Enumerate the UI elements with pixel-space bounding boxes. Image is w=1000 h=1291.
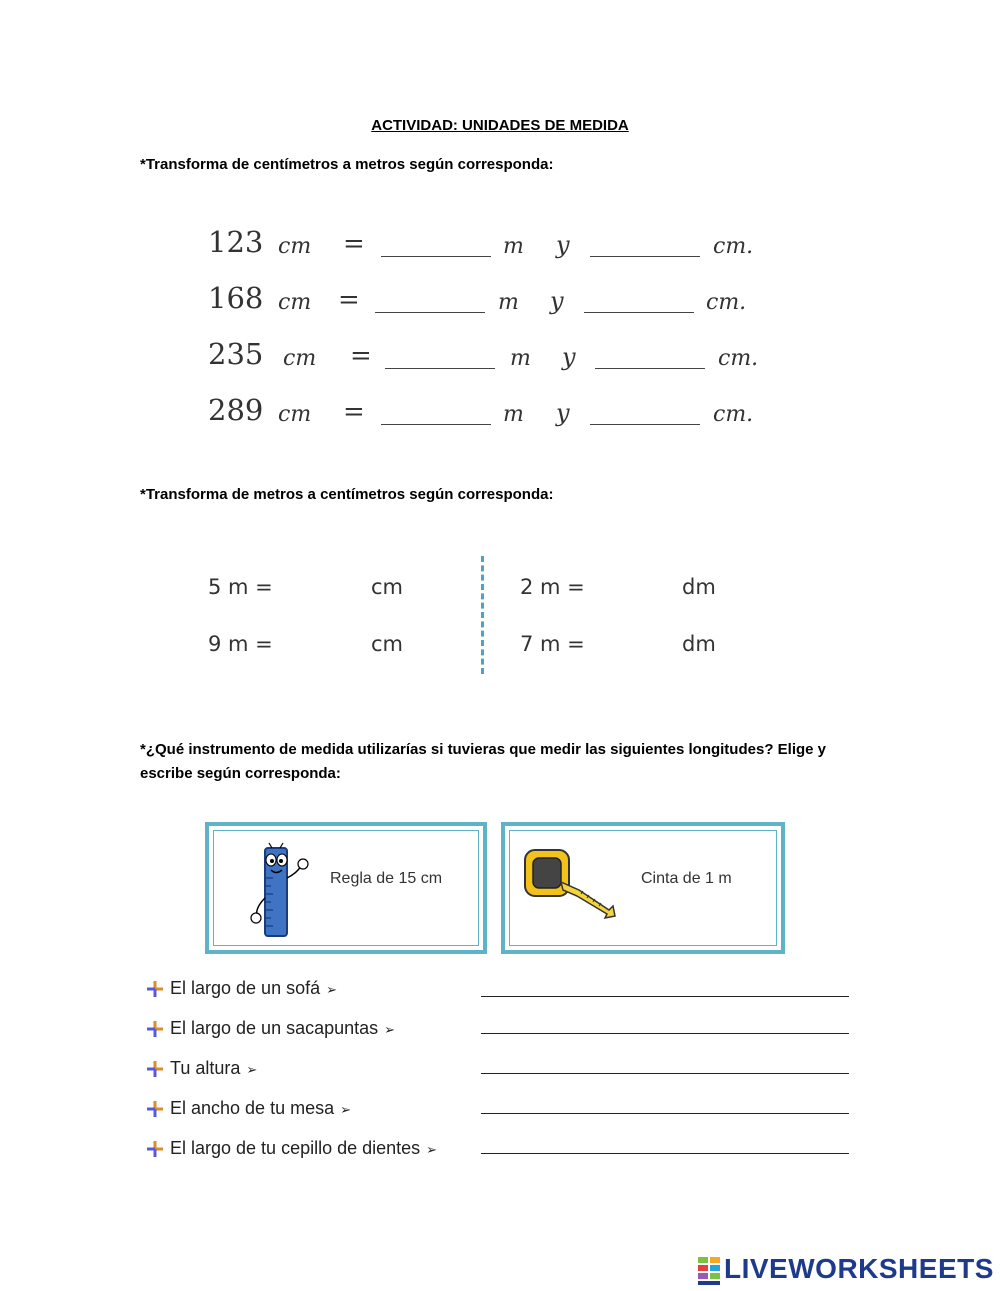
tape-label: Cinta de 1 m bbox=[641, 870, 732, 887]
answer-line[interactable] bbox=[481, 1072, 849, 1074]
item-text: El ancho de tu mesa bbox=[170, 1098, 335, 1118]
equals-sign: = bbox=[338, 285, 360, 315]
unit-m: m bbox=[510, 346, 531, 371]
equals-sign: = bbox=[343, 229, 365, 259]
cm-value: 235 bbox=[208, 337, 264, 371]
arrow-icon: ➢ bbox=[246, 1062, 258, 1077]
unit-cm-end: cm. bbox=[718, 346, 759, 371]
centimeters-answer-blank[interactable] bbox=[584, 311, 694, 313]
unit-m: m bbox=[498, 290, 519, 315]
equals-sign: = bbox=[343, 397, 365, 427]
unit-dm-answer[interactable]: dm bbox=[682, 575, 716, 599]
ruler-label: Regla de 15 cm bbox=[330, 870, 443, 887]
answer-line[interactable] bbox=[481, 1152, 849, 1154]
meters-answer-blank[interactable] bbox=[381, 423, 491, 425]
ruler-card bbox=[205, 822, 487, 954]
unit-cm: cm bbox=[278, 402, 312, 427]
unit-dm-answer[interactable]: dm bbox=[682, 632, 716, 656]
conversion-row bbox=[208, 279, 768, 319]
answer-line[interactable] bbox=[481, 995, 849, 997]
centimeters-answer-blank[interactable] bbox=[590, 255, 700, 257]
item-text: Tu altura bbox=[170, 1058, 241, 1078]
unit-cm-answer[interactable]: cm bbox=[371, 575, 404, 599]
meters-label: 2 m = bbox=[520, 575, 585, 599]
conjunction-y: y bbox=[556, 399, 570, 427]
instruction-measuring-instrument: *¿Qué instrumento de medida utilizarías si tuvieras que medir las siguientes longitudes? Elige y escribe según corresponda: bbox=[140, 741, 827, 782]
unit-cm: cm bbox=[278, 290, 312, 315]
unit-m: m bbox=[503, 402, 524, 427]
cm-value: 289 bbox=[208, 393, 264, 427]
meters-label: 5 m = bbox=[208, 575, 273, 599]
item-text: El largo de un sofá bbox=[170, 978, 321, 998]
cm-value: 168 bbox=[208, 281, 264, 315]
dashed-divider bbox=[481, 556, 484, 674]
meters-answer-blank[interactable] bbox=[375, 311, 485, 313]
conjunction-y: y bbox=[550, 287, 564, 315]
arrow-icon: ➢ bbox=[326, 982, 338, 997]
plus-bullet-icon bbox=[145, 1099, 165, 1119]
page-title: ACTIVIDAD: UNIDADES DE MEDIDA bbox=[371, 117, 629, 134]
conversion-row bbox=[208, 223, 768, 263]
liveworksheets-logo-icon bbox=[697, 1256, 721, 1286]
meters-answer-blank[interactable] bbox=[381, 255, 491, 257]
meters-answer-blank[interactable] bbox=[385, 367, 495, 369]
conversion-row bbox=[208, 391, 768, 431]
centimeters-answer-blank[interactable] bbox=[590, 423, 700, 425]
plus-bullet-icon bbox=[145, 1059, 165, 1079]
item-text: El largo de un sacapuntas bbox=[170, 1018, 379, 1038]
centimeters-answer-blank[interactable] bbox=[595, 367, 705, 369]
conjunction-y: y bbox=[556, 231, 570, 259]
answer-line[interactable] bbox=[481, 1032, 849, 1034]
meters-label: 7 m = bbox=[520, 632, 585, 656]
ruler-character-icon bbox=[245, 838, 325, 938]
instruction-m-to-cm: *Transforma de metros a centímetros según corresponda: bbox=[140, 486, 554, 503]
instruction-cm-to-m: *Transforma de centímetros a metros según corresponda: bbox=[140, 156, 554, 173]
answer-line[interactable] bbox=[481, 1112, 849, 1114]
plus-bullet-icon bbox=[145, 1139, 165, 1159]
tape-measure-icon bbox=[521, 844, 621, 934]
arrow-icon: ➢ bbox=[384, 1022, 396, 1037]
unit-cm: cm bbox=[283, 346, 317, 371]
plus-bullet-icon bbox=[145, 979, 165, 999]
logo-text: LIVEWORKSHEETS bbox=[724, 1253, 994, 1284]
cm-value: 123 bbox=[208, 225, 264, 259]
item-text: El largo de tu cepillo de dientes bbox=[170, 1138, 421, 1158]
plus-bullet-icon bbox=[145, 1019, 165, 1039]
arrow-icon: ➢ bbox=[340, 1102, 352, 1117]
unit-cm-answer[interactable]: cm bbox=[371, 632, 404, 656]
tape-card bbox=[501, 822, 785, 954]
unit-cm-end: cm. bbox=[706, 290, 747, 315]
equals-sign: = bbox=[350, 341, 372, 371]
meters-label: 9 m = bbox=[208, 632, 273, 656]
unit-cm: cm bbox=[278, 234, 312, 259]
arrow-icon: ➢ bbox=[426, 1142, 438, 1157]
conversion-row bbox=[208, 335, 768, 375]
unit-cm-end: cm. bbox=[713, 402, 754, 427]
unit-m: m bbox=[503, 234, 524, 259]
unit-cm-end: cm. bbox=[713, 234, 754, 259]
conjunction-y: y bbox=[562, 343, 576, 371]
